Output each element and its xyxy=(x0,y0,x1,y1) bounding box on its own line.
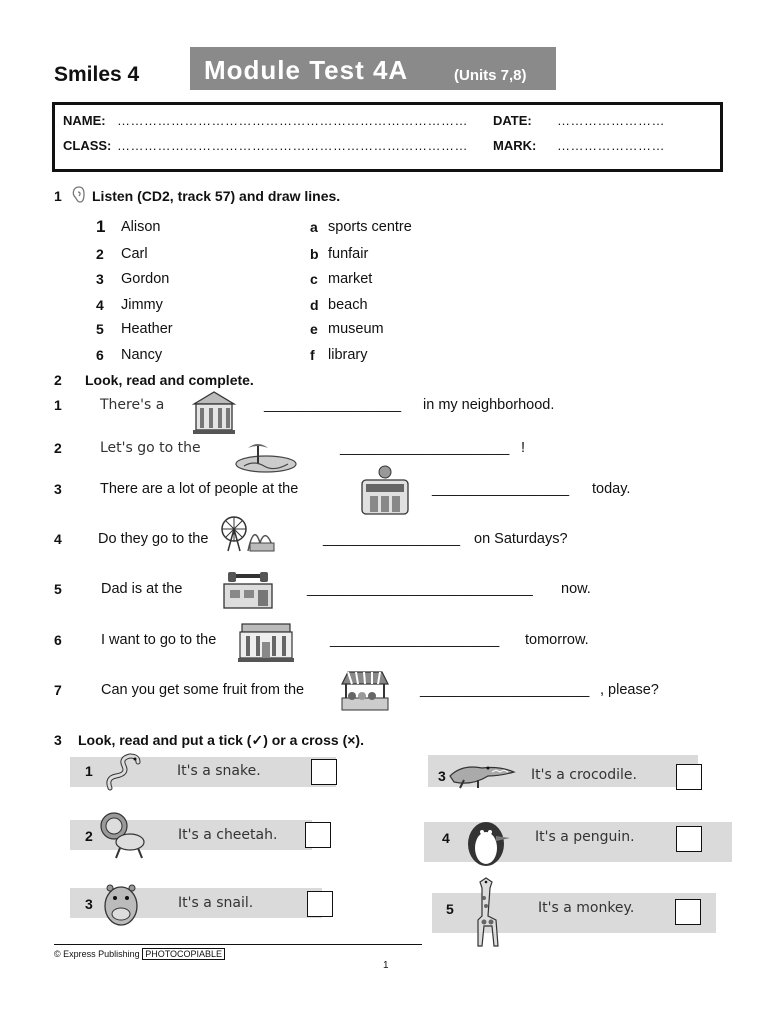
name-field[interactable]: …………………………………………………………………… xyxy=(117,113,468,128)
mark-label: MARK: xyxy=(493,138,537,153)
list-item: b funfair xyxy=(310,246,369,262)
answer-blank[interactable]: _________________ xyxy=(432,481,570,497)
ex2-item-text: now. xyxy=(561,581,591,597)
beach-icon xyxy=(234,440,298,474)
mark-field[interactable]: …………………… xyxy=(557,138,665,153)
ex3-instruction: Look, read and put a tick (✓) or a cross (×). xyxy=(78,732,364,748)
list-item: a sports centre xyxy=(310,219,412,235)
list-item: 2 Carl xyxy=(96,246,148,262)
list-item: 6 Nancy xyxy=(96,347,163,363)
ex2-item-text: , please? xyxy=(600,682,659,698)
penguin-icon xyxy=(460,814,516,870)
ex3-item-number: 1 xyxy=(85,763,93,779)
market-stall-icon xyxy=(338,670,392,716)
list-item: f library xyxy=(310,347,368,363)
list-item: 5 Heather xyxy=(96,321,173,337)
answer-checkbox[interactable] xyxy=(305,822,331,848)
ex2-item-number: 1 xyxy=(54,397,62,413)
ex1-instruction: Listen (CD2, track 57) and draw lines. xyxy=(92,188,341,204)
ex3-item-number: 4 xyxy=(442,830,450,846)
ex2-item-number: 7 xyxy=(54,682,62,698)
answer-blank[interactable]: ____________________________ xyxy=(307,581,533,597)
answer-blank[interactable]: _________________ xyxy=(264,397,402,413)
ex2-item-text: on Saturdays? xyxy=(474,531,568,547)
ex3-statement: It's a crocodile. xyxy=(531,767,637,783)
footer-rule xyxy=(54,944,422,945)
ex3-item-number: 2 xyxy=(85,828,93,844)
ex3-statement: It's a monkey. xyxy=(538,900,635,916)
name-label: NAME: xyxy=(63,113,106,128)
ex2-item-text: Dad is at the xyxy=(101,581,183,597)
photocopiable-badge: PHOTOCOPIABLE xyxy=(142,948,225,960)
list-item: d beach xyxy=(310,297,368,313)
title-banner xyxy=(190,47,556,90)
student-info-box xyxy=(52,102,723,172)
test-units: (Units 7,8) xyxy=(454,67,527,84)
ex3-statement: It's a snake. xyxy=(177,763,261,779)
answer-blank[interactable]: _____________________ xyxy=(340,440,510,456)
ex3-item-number: 5 xyxy=(446,901,454,917)
answer-blank[interactable]: _____________________ xyxy=(330,632,500,648)
ex2-item-text: Can you get some fruit from the xyxy=(101,682,305,698)
answer-blank[interactable]: _________________ xyxy=(323,531,461,547)
hippo-icon xyxy=(100,880,142,928)
date-label: DATE: xyxy=(493,113,532,128)
ex2-item-number: 3 xyxy=(54,481,62,497)
test-title: Module Test 4A xyxy=(204,55,409,85)
ex2-item-number: 2 xyxy=(54,440,62,456)
footer-publisher: © Express Publishing PHOTOCOPIABLE xyxy=(54,949,225,959)
ex3-statement: It's a snail. xyxy=(178,895,254,911)
funfair-icon xyxy=(218,513,278,553)
ex3-statement: It's a penguin. xyxy=(535,829,635,845)
library-building-icon xyxy=(236,622,296,664)
ex2-item-text: There are a lot of people at the xyxy=(100,481,299,497)
date-field[interactable]: …………………… xyxy=(557,113,665,128)
ex3-number: 3 xyxy=(54,732,62,748)
list-item: 4 Jimmy xyxy=(96,297,163,313)
ex2-instruction: Look, read and complete. xyxy=(85,372,254,388)
giraffe-icon xyxy=(466,872,510,952)
ex1-number: 1 xyxy=(54,188,62,204)
list-item: e museum xyxy=(310,321,384,337)
ex2-item-number: 5 xyxy=(54,581,62,597)
sports-centre-icon xyxy=(220,572,276,610)
listen-icon xyxy=(68,184,90,206)
list-item: c market xyxy=(310,271,373,287)
ex2-item-text: Do they go to the xyxy=(98,531,209,547)
class-label: CLASS: xyxy=(63,138,112,153)
series-title: Smiles 4 xyxy=(54,63,140,86)
page-number: 1 xyxy=(383,960,389,971)
ex3-item-number: 3 xyxy=(438,768,446,784)
ex2-item-text: tomorrow. xyxy=(525,632,589,648)
answer-checkbox[interactable] xyxy=(676,764,702,790)
answer-checkbox[interactable] xyxy=(675,899,701,925)
list-item: 3 Gordon xyxy=(96,271,170,287)
answer-blank[interactable]: _____________________ xyxy=(420,682,590,698)
ex2-item-number: 4 xyxy=(54,531,62,547)
museum-icon xyxy=(358,464,412,516)
ex2-item-text: today. xyxy=(592,481,631,497)
library-icon xyxy=(190,388,238,436)
lion-cheetah-icon xyxy=(96,810,150,860)
ex2-item-text: I want to go to the xyxy=(101,632,217,648)
ex2-item-text: ! xyxy=(521,440,526,456)
crocodile-icon xyxy=(448,756,516,792)
ex2-item-text: in my neighborhood. xyxy=(423,397,555,413)
class-field[interactable]: …………………………………………………………………… xyxy=(117,138,468,153)
ex2-number: 2 xyxy=(54,372,62,388)
answer-checkbox[interactable] xyxy=(307,891,333,917)
list-item: 1 Alison xyxy=(96,217,161,236)
ex3-statement: It's a cheetah. xyxy=(178,827,278,843)
ex2-item-text: There's a xyxy=(100,397,165,413)
ex2-item-number: 6 xyxy=(54,632,62,648)
answer-checkbox[interactable] xyxy=(676,826,702,852)
snake-icon xyxy=(102,750,146,794)
ex2-item-text: Let's go to the xyxy=(100,440,201,456)
ex3-item-number: 3 xyxy=(85,896,93,912)
answer-checkbox[interactable] xyxy=(311,759,337,785)
